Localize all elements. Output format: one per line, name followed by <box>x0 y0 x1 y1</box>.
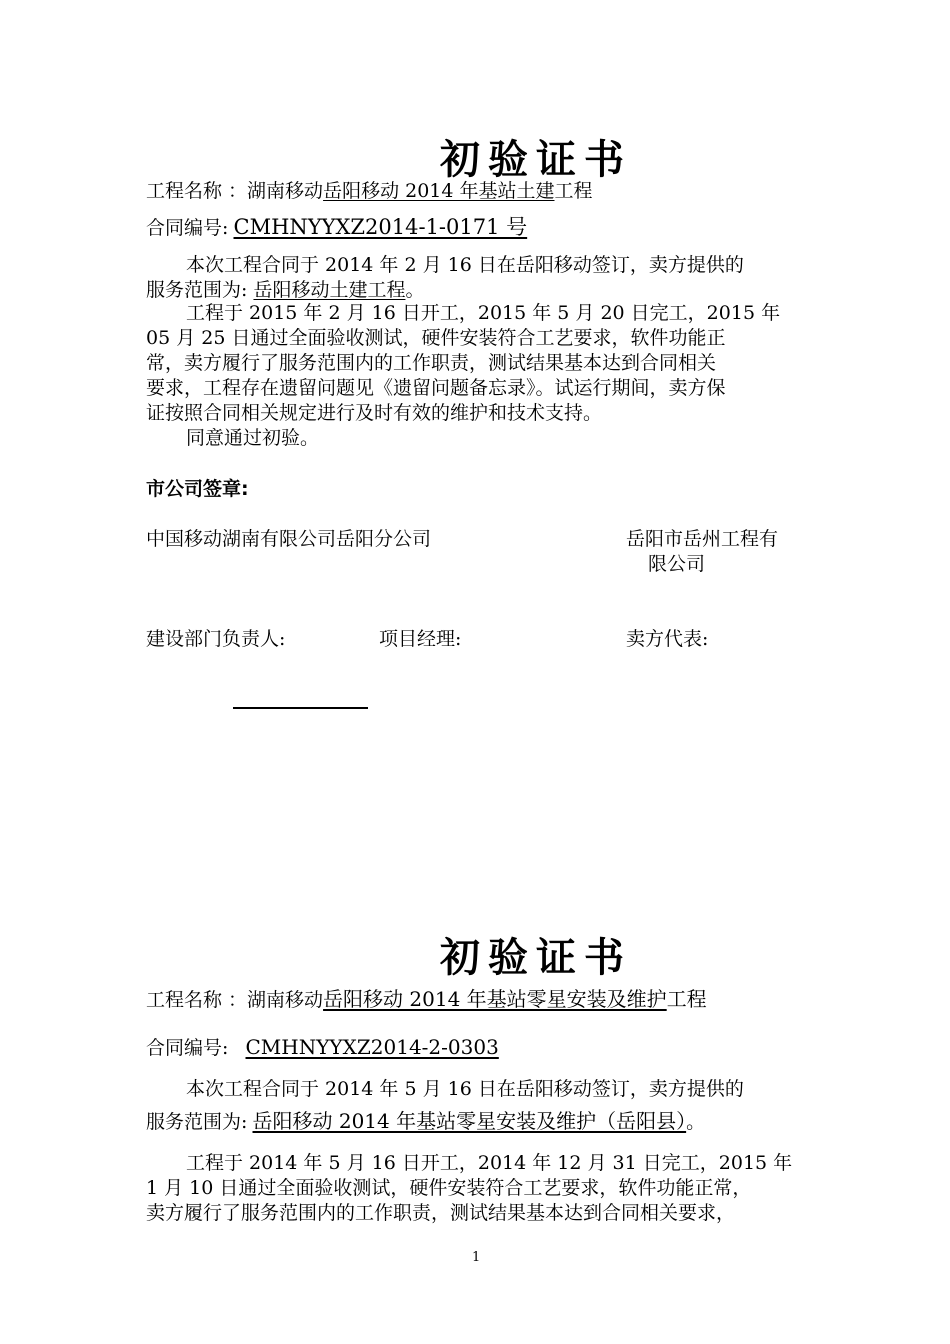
cert1-role-seller: 卖方代表: <box>626 628 709 650</box>
cert1-scope: 岳阳移动土建工程 <box>253 279 406 301</box>
cert1-contract-label: 合同编号: <box>146 217 229 239</box>
cert2-project-line <box>146 983 707 1012</box>
cert1-project-line <box>146 176 593 203</box>
cert2-title: 初验证书 <box>440 935 632 981</box>
cert2-p1-line1: 本次工程合同于 2014 年 5 月 16 日在岳阳移动签订，卖方提供的 <box>186 1078 744 1100</box>
cert2-contract-line <box>146 1033 507 1060</box>
cert2-contract-no: CMHNYYXZ2014-2-0303 <box>245 1035 499 1059</box>
cert2-scope-label: 服务范围为: <box>146 1111 248 1133</box>
cert1-contract-line <box>146 211 527 241</box>
cert2-p2-line3: 卖方履行了服务范围内的工作职责，测试结果基本达到合同相关要求， <box>146 1202 736 1224</box>
page-number: 1 <box>472 1250 481 1265</box>
signature-line <box>233 707 368 709</box>
cert2-p2-line1: 工程于 2014 年 5 月 16 日开工，2014 年 12 月 31 日完工，2015 年 <box>186 1152 793 1174</box>
cert1-contract-no: CMHNYYXZ2014-1-0171 号 <box>233 215 528 239</box>
cert1-project-name: 岳阳移动 2014 年基站土建 <box>323 180 555 202</box>
cert2-scope-end: 。 <box>686 1111 706 1133</box>
cert1-project-suffix: 工程 <box>554 180 593 202</box>
cert1-p2-line3: 常，卖方履行了服务范围内的工作职责，测试结果基本达到合同相关 <box>146 352 717 374</box>
cert1-scope-end: 。 <box>405 279 425 301</box>
cert2-p1-line2 <box>146 1105 705 1134</box>
cert1-party-b-line1: 岳阳市岳州工程有 <box>626 528 779 550</box>
cert1-agree: 同意通过初验。 <box>186 427 320 449</box>
cert1-scope-label: 服务范围为: <box>146 279 248 301</box>
cert1-project-prefix: 湖南移动 <box>247 180 324 202</box>
cert1-title: 初验证书 <box>440 137 632 183</box>
cert2-project-suffix: 工程 <box>666 987 707 1011</box>
cert2-project-name: 岳阳移动 2014 年基站零星安装及维护 <box>323 987 667 1011</box>
cert1-p2-line2: 05 月 25 日通过全面验收测试，硬件安装符合工艺要求，软件功能正 <box>146 327 726 349</box>
cert1-p1-line1: 本次工程合同于 2014 年 2 月 16 日在岳阳移动签订，卖方提供的 <box>186 254 744 276</box>
cert2-p2-line2: 1 月 10 日通过全面验收测试，硬件安装符合工艺要求，软件功能正常， <box>146 1177 752 1199</box>
cert1-party-a: 中国移动湖南有限公司岳阳分公司 <box>146 528 432 550</box>
cert1-role-pm: 项目经理: <box>379 628 462 650</box>
cert1-sign-header: 市公司签章: <box>146 478 249 500</box>
cert1-p2-line4: 要求，工程存在遗留问题见《遗留问题备忘录》。试运行期间，卖方保 <box>146 377 726 399</box>
cert1-project-label: 工程名称 ： <box>146 180 248 202</box>
cert2-contract-label: 合同编号: <box>146 1037 229 1059</box>
cert1-party-b-line2: 限公司 <box>648 553 706 575</box>
cert1-role-dept-head: 建设部门负责人: <box>146 628 286 650</box>
cert2-scope: 岳阳移动 2014 年基站零星安装及维护（岳阳县） <box>252 1109 687 1133</box>
cert2-project-label: 工程名称 ： <box>146 989 248 1011</box>
cert2-project-prefix: 湖南移动 <box>247 989 324 1011</box>
cert1-p2-line1: 工程于 2015 年 2 月 16 日开工，2015 年 5 月 20 日完工，2015 年 <box>186 302 781 324</box>
cert1-p2-line5: 证按照合同相关规定进行及时有效的维护和技术支持。 <box>146 402 603 424</box>
